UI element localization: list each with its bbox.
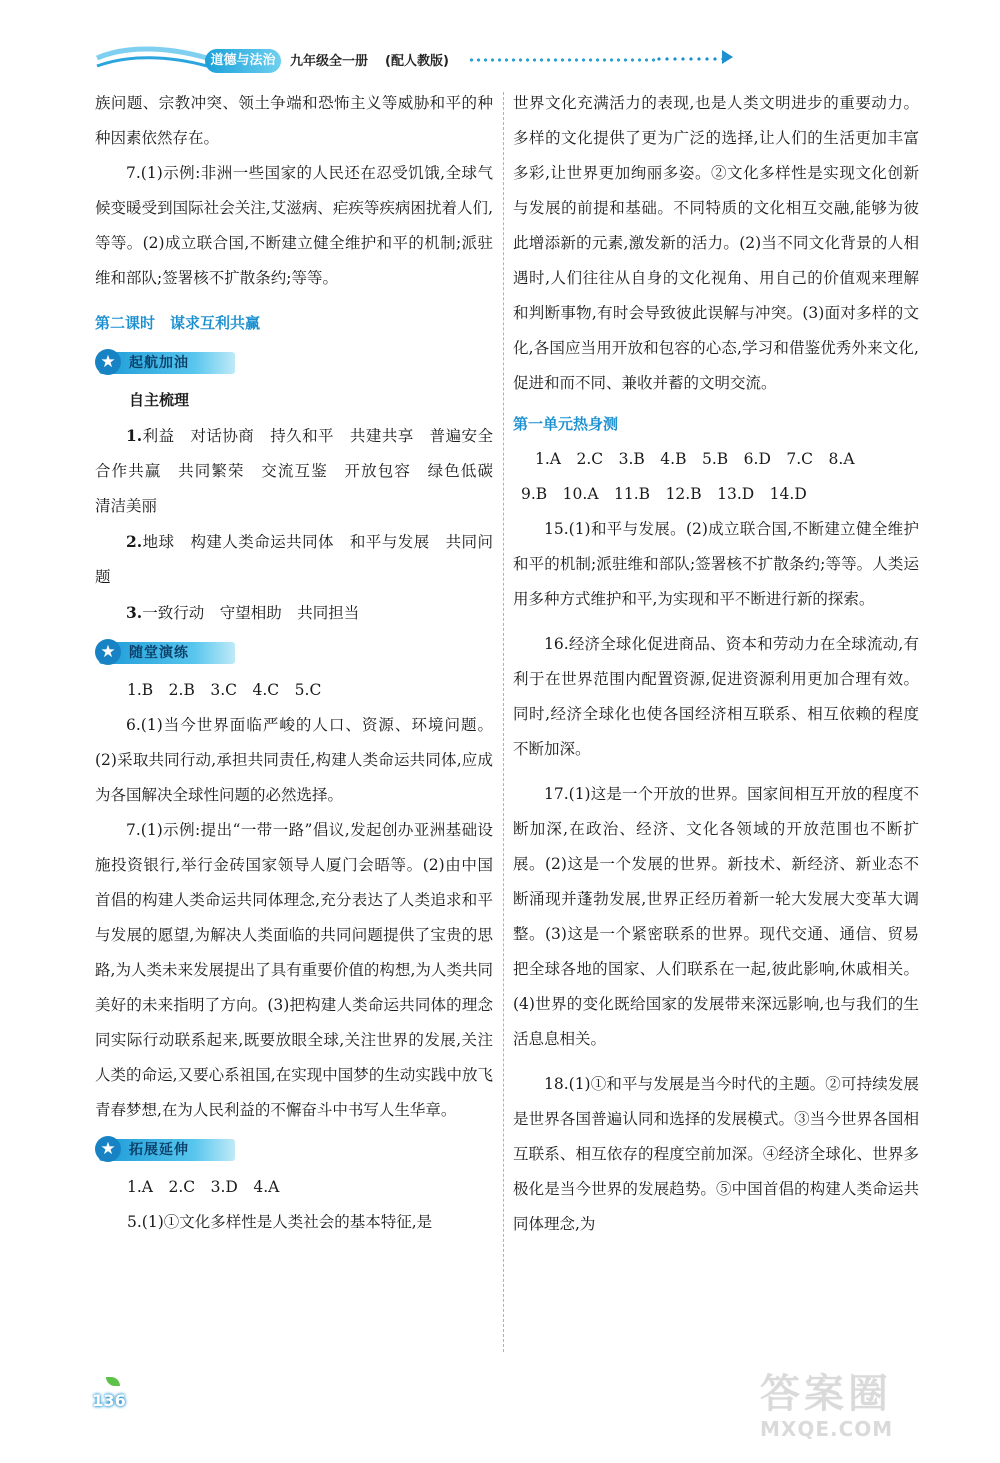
answer-q6: 6.(1)当今世界面临严峻的人口、资源、环境问题。(2)采取共同行动,承担共同责任,构建人类命运共同体,应成为各国解决全球性问题的必然选择。 — [95, 716, 493, 804]
section-banner-practice: ★ 随堂演练 — [95, 637, 493, 667]
answer-row: 1.A 2.C 3.D 4.A — [127, 1178, 280, 1196]
unit-title: 第一单元热身测 — [513, 415, 619, 433]
section-banner-start: ★ 起航加油 — [95, 347, 493, 377]
grade-label: 九年级全一册 — [290, 54, 369, 69]
answer-q16: 16.经济全球化促进商品、资本和劳动力在全球流动,有利于在世界范围内配置资源,促进资源利用更加合理有效。同时,经济全球化也使各国经济相互联系、相互依赖的程度不断加深。 — [513, 635, 919, 758]
answer-row: 9.B 10.A 11.B 12.B 13.D 14.D — [521, 485, 807, 503]
list-item: 2.地球 构建人类命运共同体 和平与发展 共同问题 — [95, 532, 493, 586]
right-column — [513, 86, 919, 1242]
list-item: 3.一致行动 守望相助 共同担当 — [126, 603, 360, 622]
answer-q7-practice: 7.(1)示例:提出“一带一路”倡议,发起创办亚洲基础设施投资银行,举行金砖国家领导人厦门会晤等。(2)由中国首倡的构建人类命运共同体理念,充分表达了人类追求和平与发展的愿望,为解决人类面临的共同问题提供了宝贵的思路,为人类未来发展提出了具有重要价值的构想,为人类共同美好的未来指明了方向。(3)把构建人类命运共同体的理念同实际行动联系起来,既要放眼全球,关注世界的发展,关注人类的命运,又要心系祖国,在实现中国梦的生动实践中放飞青春梦想,在为人民利益的不懈奋斗中书写人生华章。 — [95, 821, 493, 1119]
section-banner-extend: ★ 拓展延伸 — [95, 1134, 493, 1164]
answer-q15: 15.(1)和平与发展。(2)成立联合国,不断建立健全维护和平的机制;派驻维和部队;签署核不扩散条约;等等。人类运用多种方式维护和平,为实现和平不断进行新的探索。 — [513, 520, 919, 608]
lesson-title: 第二课时 谋求互利共赢 — [95, 314, 261, 332]
star-icon: ★ — [95, 639, 121, 665]
arrow-right-icon — [722, 50, 733, 64]
answer-q7: 7.(1)示例:非洲一些国家的人民还在忍受饥饿,全球气候变暖受到国际社会关注,艾滋病、疟疾等疾病困扰着人们,等等。(2)成立联合国,不断建立健全维护和平的机制;派驻维和部队;签署核不扩散条约;等等。 — [95, 164, 493, 287]
list-item: 1.利益 对话协商 持久和平 共建共享 普遍安全 合作共赢 共同繁荣 交流互鉴 开放包容 绿色低碳 清洁美丽 — [95, 426, 509, 515]
paragraph: 世界文化充满活力的表现,也是人类文明进步的重要动力。多样的文化提供了更为广泛的选择,让人们的生活更加丰富多彩,让世界更加绚丽多姿。②文化多样性是实现文化创新与发展的前提和基础。不同特质的文化相互交融,能够为彼此增添新的元素,激发新的活力。(2)当不同文化背景的人相遇时,人们往往从自身的文化视角、用自己的价值观来理解和判断事物,有时会导致彼此误解与冲突。(3)面对多样的文化,各国应当用开放和包容的心态,学习和借鉴优秀外来文化,促进和而不同、兼收并蓄的文明交流。 — [513, 94, 919, 392]
sub-heading: 自主梳理 — [129, 391, 190, 409]
wave-decoration-icon — [95, 44, 210, 74]
subject-badge: 道德与法治 — [205, 49, 281, 73]
leaf-icon — [106, 1377, 120, 1386]
answer-q17: 17.(1)这是一个开放的世界。国家间相互开放的程度不断加深,在政治、经济、文化各领域的开放范围也不断扩展。(2)这是一个发展的世界。新技术、新经济、新业态不断涌现并蓬勃发展,世界正经历着新一轮大发展大变革大调整。(3)这是一个紧密联系的世界。现代交通、通信、贸易把全球各地的国家、人们联系在一起,彼此影响,休戚相关。(4)世界的变化既给国家的发展带来深远影响,也与我们的生活息息相关。 — [513, 785, 919, 1048]
answer-row: 1.A 2.C 3.B 4.B 5.B 6.D 7.C 8.A — [535, 450, 855, 468]
star-icon: ★ — [95, 1136, 121, 1162]
answer-row: 1.B 2.B 3.C 4.C 5.C — [127, 681, 322, 699]
edition-label: (配人教版) — [385, 54, 449, 69]
answer-q18: 18.(1)①和平与发展是当今时代的主题。②可持续发展是世界各国普遍认同和选择的发展模式。③当今世界各国相互联系、相互依存的程度空前加深。④经济全球化、世界多极化是当今世界的发展趋势。⑤中国首倡的构建人类命运共同体理念,为 — [513, 1075, 919, 1233]
column-divider — [503, 92, 504, 1352]
page-header — [0, 0, 1000, 80]
answer-q5: 5.(1)①文化多样性是人类社会的基本特征,是 — [127, 1213, 433, 1231]
page-number: 136 — [88, 1383, 130, 1419]
dotted-line-accent — [655, 55, 725, 63]
star-icon: ★ — [95, 349, 121, 375]
watermark: 答案圈 MXQE.COM — [760, 1371, 894, 1441]
left-column — [95, 86, 509, 1240]
paragraph: 族问题、宗教冲突、领土争端和恐怖主义等威胁和平的种种因素依然存在。 — [95, 94, 493, 147]
dotted-line — [468, 56, 658, 64]
